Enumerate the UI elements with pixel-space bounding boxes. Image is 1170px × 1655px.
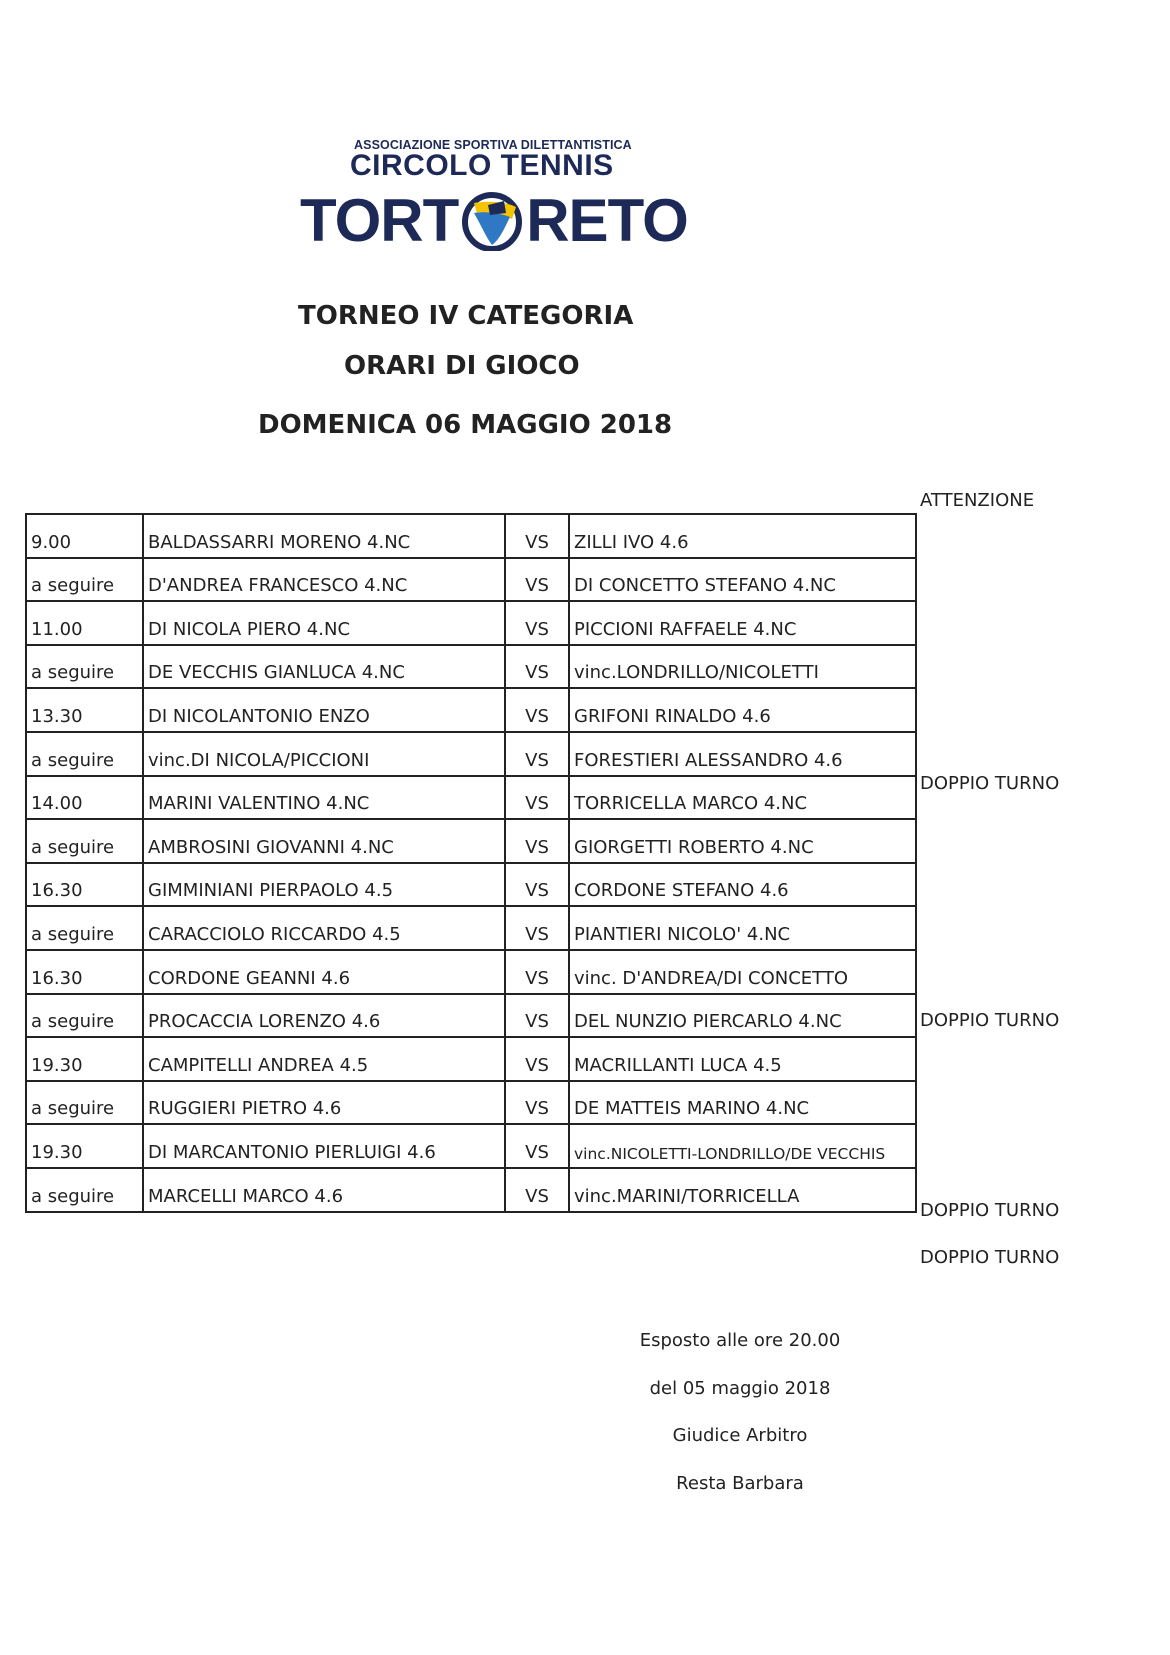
attention-note [920, 513, 1120, 560]
versus-label: VS [505, 994, 569, 1038]
versus-label: VS [505, 601, 569, 645]
versus-label: VS [505, 732, 569, 776]
match-time: 14.00 [26, 776, 143, 820]
match-time: 16.30 [26, 863, 143, 907]
match-row [26, 776, 916, 820]
match-time: 19.30 [26, 1124, 143, 1168]
referee-name: Resta Barbara [676, 1472, 804, 1494]
player-two: DE MATTEIS MARINO 4.NC [569, 1081, 916, 1125]
referee-title: Giudice Arbitro [672, 1425, 808, 1446]
player-two: GIORGETTI ROBERTO 4.NC [569, 819, 916, 863]
posting-footer [560, 1330, 920, 1520]
posted-time: Esposto alle ore 20.00 [639, 1330, 841, 1351]
versus-label: VS [505, 1168, 569, 1212]
attention-note [920, 845, 1120, 892]
logo-town-left: TORT [300, 187, 459, 254]
attention-note [920, 608, 1120, 655]
player-two: PICCIONI RAFFAELE 4.NC [569, 601, 916, 645]
schedule-subtitle: ORARI DI GIOCO [344, 351, 580, 381]
attention-note [920, 560, 1120, 607]
player-one: RUGGIERI PIETRO 4.6 [143, 1081, 505, 1125]
versus-label: VS [505, 688, 569, 732]
match-row [26, 601, 916, 645]
versus-label: VS [505, 558, 569, 602]
versus-label: VS [505, 906, 569, 950]
match-row [26, 558, 916, 602]
match-row [26, 514, 916, 558]
match-time: a seguire [26, 732, 143, 776]
match-row [26, 645, 916, 689]
match-time: 13.30 [26, 688, 143, 732]
player-two: CORDONE STEFANO 4.6 [569, 863, 916, 907]
match-time: a seguire [26, 1168, 143, 1212]
versus-label: VS [505, 514, 569, 558]
match-row [26, 819, 916, 863]
attention-header: ATTENZIONE [920, 490, 1035, 511]
attention-note: DOPPIO TURNO [920, 772, 1060, 794]
tournament-title: TORNEO IV CATEGORIA [298, 301, 634, 331]
player-one: CAMPITELLI ANDREA 4.5 [143, 1037, 505, 1081]
player-one: AMBROSINI GIOVANNI 4.NC [143, 819, 505, 863]
versus-label: VS [505, 819, 569, 863]
match-time: a seguire [26, 1081, 143, 1125]
player-one: DI NICOLANTONIO ENZO [143, 688, 505, 732]
player-one: PROCACCIA LORENZO 4.6 [143, 994, 505, 1038]
match-row [26, 906, 916, 950]
match-time: a seguire [26, 558, 143, 602]
attention-note [920, 893, 1120, 940]
player-one: CORDONE GEANNI 4.6 [143, 950, 505, 994]
versus-label: VS [505, 1124, 569, 1168]
versus-label: VS [505, 950, 569, 994]
player-one: MARCELLI MARCO 4.6 [143, 1168, 505, 1212]
match-row [26, 994, 916, 1038]
match-row [26, 1037, 916, 1081]
match-schedule-table [25, 513, 917, 1213]
attention-note [920, 940, 1120, 987]
player-one: BALDASSARRI MORENO 4.NC [143, 514, 505, 558]
match-time: 19.30 [26, 1037, 143, 1081]
match-time: a seguire [26, 819, 143, 863]
attention-note [920, 1035, 1120, 1082]
attention-note: DOPPIO TURNO [920, 1247, 1060, 1268]
player-one: DE VECCHIS GIANLUCA 4.NC [143, 645, 505, 689]
tennis-ball-icon [460, 191, 524, 251]
player-two: vinc.MARINI/TORRICELLA [569, 1168, 916, 1212]
match-row [26, 950, 916, 994]
logo-town-name [300, 186, 688, 255]
versus-label: VS [505, 645, 569, 689]
player-two: DI CONCETTO STEFANO 4.NC [569, 558, 916, 602]
versus-label: VS [505, 863, 569, 907]
player-two: vinc. D'ANDREA/DI CONCETTO [569, 950, 916, 994]
attention-note [920, 798, 1120, 845]
player-two: DEL NUNZIO PIERCARLO 4.NC [569, 994, 916, 1038]
player-two: TORRICELLA MARCO 4.NC [569, 776, 916, 820]
match-time: a seguire [26, 906, 143, 950]
player-one: GIMMINIANI PIERPAOLO 4.5 [143, 863, 505, 907]
posted-date: del 05 maggio 2018 [649, 1377, 831, 1399]
versus-label: VS [505, 776, 569, 820]
versus-label: VS [505, 1081, 569, 1125]
player-two: vinc.NICOLETTI-LONDRILLO/DE VECCHIS [569, 1124, 916, 1168]
match-row [26, 688, 916, 732]
match-row [26, 732, 916, 776]
logo-association-text: ASSOCIAZIONE SPORTIVA DILETTANTISTICA [354, 138, 632, 152]
match-time: 16.30 [26, 950, 143, 994]
attention-note [920, 655, 1120, 702]
match-time: 11.00 [26, 601, 143, 645]
match-row [26, 1168, 916, 1212]
player-two: PIANTIERI NICOLO' 4.NC [569, 906, 916, 950]
logo-town-right: RETO [526, 187, 688, 254]
club-logo [300, 138, 720, 268]
player-one: vinc.DI NICOLA/PICCIONI [143, 732, 505, 776]
player-one: DI MARCANTONIO PIERLUIGI 4.6 [143, 1124, 505, 1168]
match-time: a seguire [26, 994, 143, 1038]
versus-label: VS [505, 1037, 569, 1081]
attention-note: DOPPIO TURNO [920, 1199, 1060, 1221]
match-row [26, 863, 916, 907]
logo-club-name: CIRCOLO TENNIS [350, 149, 614, 182]
player-two: MACRILLANTI LUCA 4.5 [569, 1037, 916, 1081]
attention-note [920, 1130, 1120, 1177]
player-one: MARINI VALENTINO 4.NC [143, 776, 505, 820]
attention-note [920, 703, 1120, 750]
match-time: a seguire [26, 645, 143, 689]
schedule-date: DOMENICA 06 MAGGIO 2018 [258, 410, 673, 440]
player-one: DI NICOLA PIERO 4.NC [143, 601, 505, 645]
player-one: D'ANDREA FRANCESCO 4.NC [143, 558, 505, 602]
player-one: CARACCIOLO RICCARDO 4.5 [143, 906, 505, 950]
attention-note [920, 1082, 1120, 1129]
match-row [26, 1124, 916, 1168]
player-two: vinc.LONDRILLO/NICOLETTI [569, 645, 916, 689]
match-time: 9.00 [26, 514, 143, 558]
attention-notes [920, 513, 1120, 1272]
attention-note: DOPPIO TURNO [920, 1009, 1060, 1031]
player-two: ZILLI IVO 4.6 [569, 514, 916, 558]
player-two: FORESTIERI ALESSANDRO 4.6 [569, 732, 916, 776]
player-two: GRIFONI RINALDO 4.6 [569, 688, 916, 732]
match-row [26, 1081, 916, 1125]
